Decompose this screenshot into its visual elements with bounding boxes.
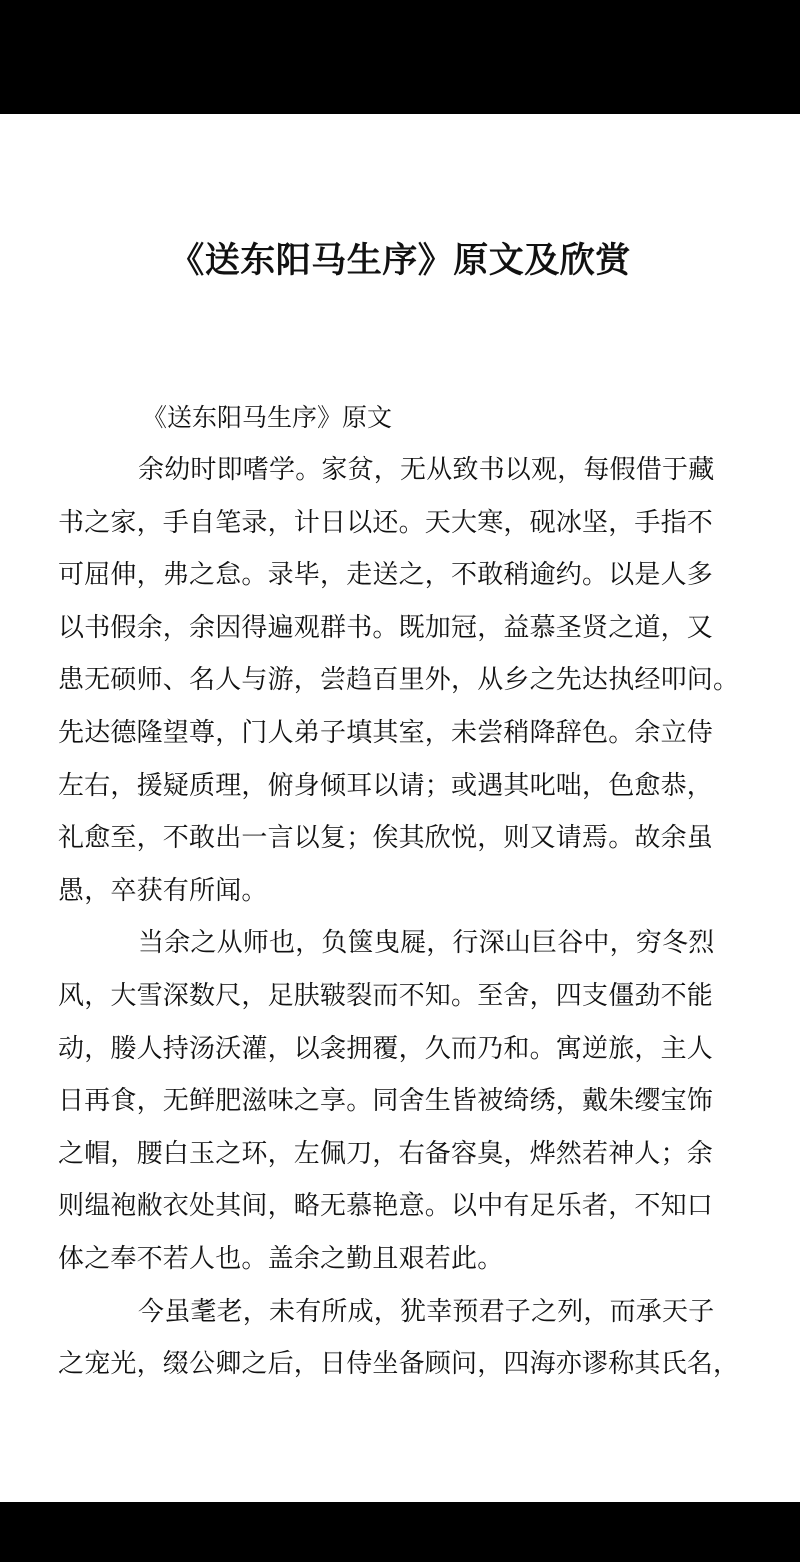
text-line: 当余之从师也，负箧曳屣，行深山巨谷中，穷冬烈 bbox=[138, 928, 715, 959]
text-line: 礼愈至，不敢出一言以复；俟其欣悦，则又请焉。故余虽 bbox=[58, 823, 714, 854]
section-heading: 《送东阳马生序》原文 bbox=[142, 403, 393, 432]
text-line: 先达德隆望尊，门人弟子填其室，未尝稍降辞色。余立侍 bbox=[58, 717, 714, 748]
text-line: 之帽，腰白玉之环，左佩刀，右备容臭，烨然若神人；余 bbox=[58, 1138, 714, 1169]
text-line: 日再食，无鲜肥滋味之享。同舍生皆被绮绣，戴朱缨宝饰 bbox=[58, 1086, 714, 1117]
text-line: 动，媵人持汤沃灌，以衾拥覆，久而乃和。寓逆旅，主人 bbox=[58, 1033, 714, 1064]
top-black-bar bbox=[0, 0, 800, 114]
document-body bbox=[58, 392, 748, 1391]
paragraph-3 bbox=[58, 1286, 748, 1391]
bottom-black-bar bbox=[0, 1502, 800, 1562]
document-title: 《送东阳马生序》原文及欣赏 bbox=[169, 240, 631, 281]
text-line: 今虽耄老，未有所成，犹幸预君子之列，而承天子 bbox=[138, 1296, 715, 1327]
text-line: 则缊袍敝衣处其间，略无慕艳意。以中有足乐者，不知口 bbox=[58, 1191, 714, 1222]
text-line: 左右，援疑质理，俯身倾耳以请；或遇其叱咄，色愈恭， bbox=[58, 770, 714, 801]
paragraph-1 bbox=[58, 444, 748, 917]
text-line: 患无硕师、名人与游，尝趋百里外，从乡之先达执经叩问。 bbox=[58, 665, 740, 696]
document-page[interactable] bbox=[0, 114, 800, 1502]
text-line: 之宠光，缀公卿之后，日侍坐备顾问，四海亦谬称其氏名， bbox=[58, 1349, 740, 1380]
text-line: 风，大雪深数尺，足肤皲裂而不知。至舍，四支僵劲不能 bbox=[58, 980, 714, 1011]
text-line: 书之家，手自笔录，计日以还。天大寒，砚冰坚，手指不 bbox=[58, 507, 714, 538]
text-line: 余幼时即嗜学。家贫，无从致书以观，每假借于藏 bbox=[138, 455, 715, 485]
paragraph-2 bbox=[58, 917, 748, 1285]
text-line: 体之奉不若人也。盖余之勤且艰若此。 bbox=[58, 1243, 504, 1274]
text-line: 以书假余，余因得遍观群书。既加冠，益慕圣贤之道，又 bbox=[58, 612, 714, 643]
text-line: 愚，卒获有所闻。 bbox=[58, 875, 268, 906]
text-line: 可屈伸，弗之怠。录毕，走送之，不敢稍逾约。以是人多 bbox=[58, 560, 714, 591]
